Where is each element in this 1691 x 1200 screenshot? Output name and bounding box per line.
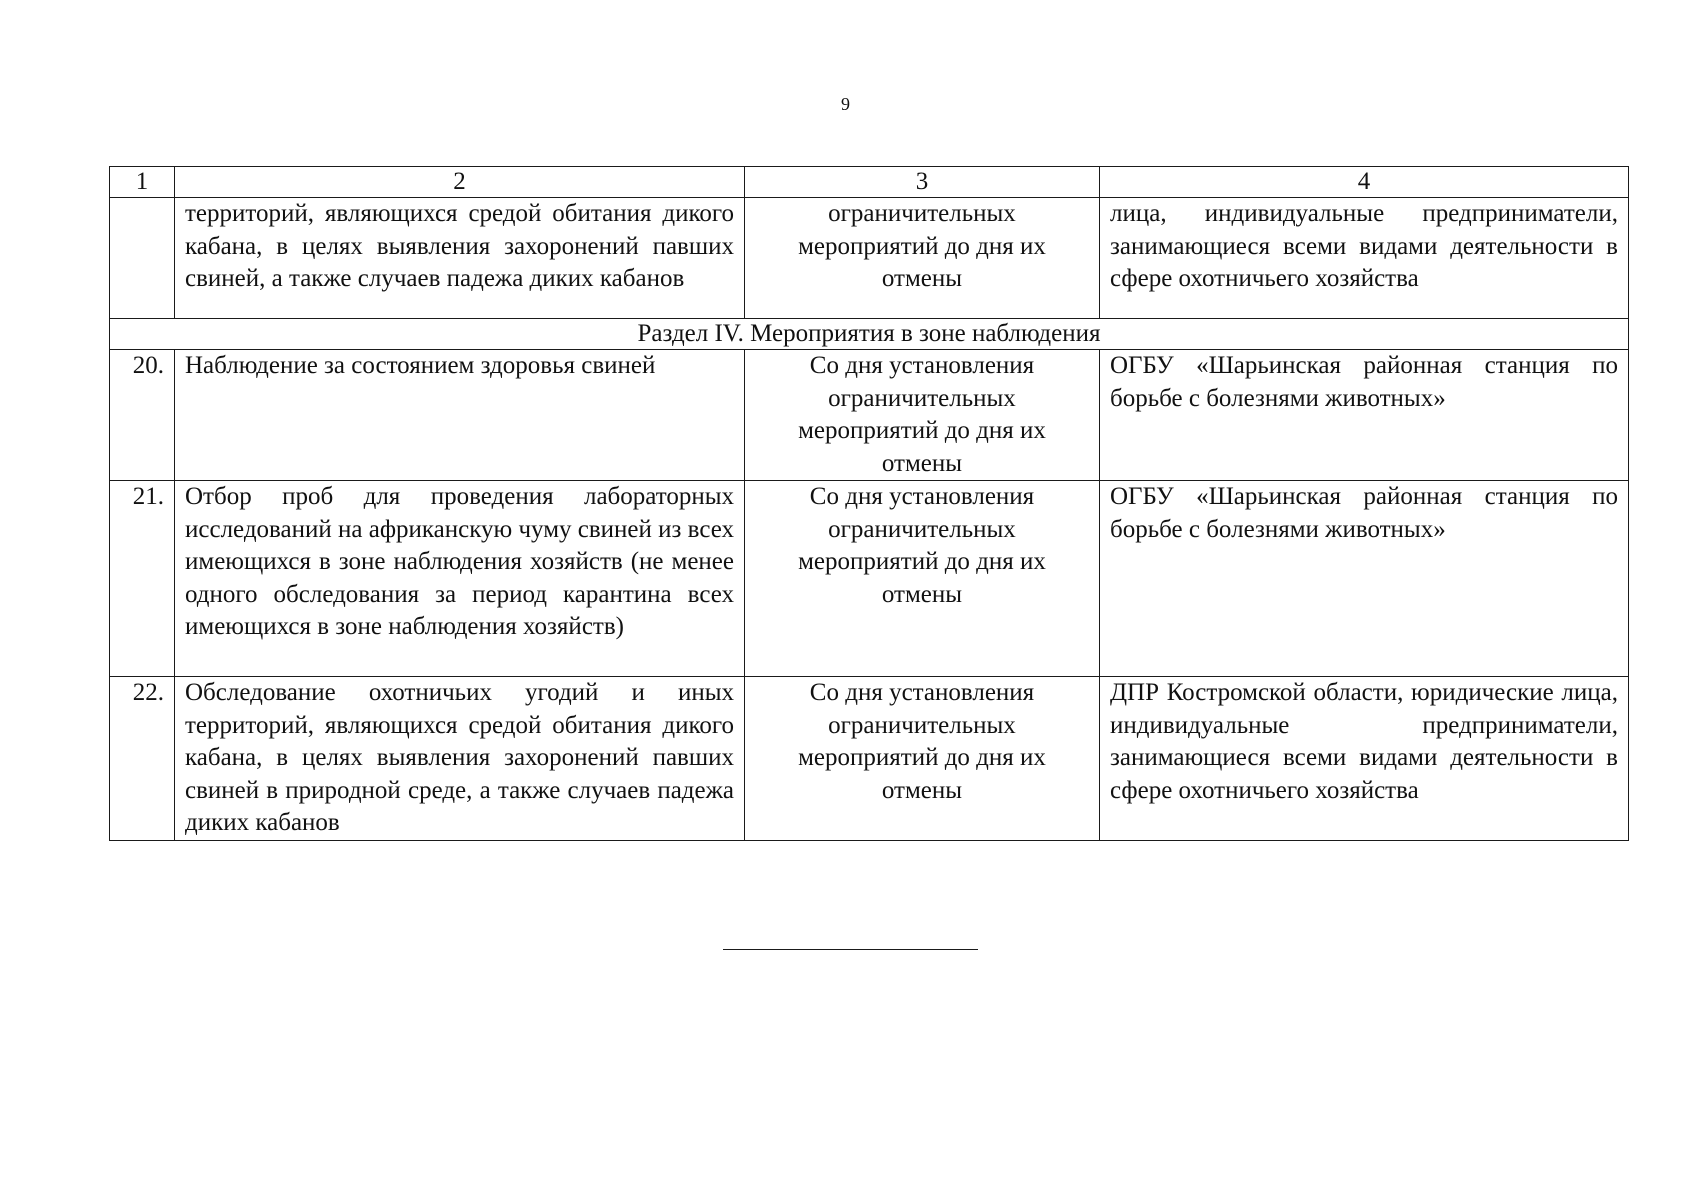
measures-table — [109, 166, 1629, 841]
column-header-2: 2 — [175, 167, 745, 198]
measure-period: Со дня установления ограничительных мероприятий до дня их отмены — [745, 677, 1100, 841]
measure-responsible: лица, индивидуальные предприниматели, занимающиеся всеми видами деятельности в сфере охотничьего хозяйства — [1100, 198, 1629, 319]
row-number: 21. — [110, 481, 175, 677]
page-number: 9 — [841, 94, 850, 114]
table-row — [110, 677, 1629, 841]
measure-description: Наблюдение за состоянием здоровья свиней — [175, 350, 745, 481]
end-of-document-rule — [723, 949, 978, 950]
measure-responsible: ДПР Костромской области, юридические лица, индивидуальные предприниматели, занимающиеся всеми видами деятельности в сфере охотничьего хозяйства — [1100, 677, 1629, 841]
measure-description: Обследование охотничьих угодий и иных территорий, являющихся средой обитания дикого кабана, в целях выявления захоронений павших свиней в природной среде, а также случаев падежа диких кабанов — [175, 677, 745, 841]
measure-period: ограничительных мероприятий до дня их отмены — [745, 198, 1100, 319]
measure-description: территорий, являющихся средой обитания дикого кабана, в целях выявления захоронений павших свиней, а также случаев падежа диких кабанов — [175, 198, 745, 319]
column-header-4: 4 — [1100, 167, 1629, 198]
column-header-1: 1 — [110, 167, 175, 198]
table-row — [110, 350, 1629, 481]
measure-period: Со дня установления ограничительных мероприятий до дня их отмены — [745, 481, 1100, 677]
measure-description: Отбор проб для проведения лабораторных исследований на африканскую чуму свиней из всех имеющихся в зоне наблюдения хозяйств (не менее одного обследования за период карантина всех имеющихся в зоне наблюдения хозяйств) — [175, 481, 745, 677]
row-number: 22. — [110, 677, 175, 841]
table-row — [110, 481, 1629, 677]
measure-responsible: ОГБУ «Шарьинская районная станция по борьбе с болезнями животных» — [1100, 481, 1629, 677]
column-header-3: 3 — [745, 167, 1100, 198]
measure-responsible: ОГБУ «Шарьинская районная станция по борьбе с болезнями животных» — [1100, 350, 1629, 481]
section-row — [110, 319, 1629, 350]
row-number — [110, 198, 175, 319]
measure-period: Со дня установления ограничительных мероприятий до дня их отмены — [745, 350, 1100, 481]
section-title: Раздел IV. Мероприятия в зоне наблюдения — [110, 319, 1629, 350]
table-header-row — [110, 167, 1629, 198]
table-row-continuation — [110, 198, 1629, 319]
row-number: 20. — [110, 350, 175, 481]
